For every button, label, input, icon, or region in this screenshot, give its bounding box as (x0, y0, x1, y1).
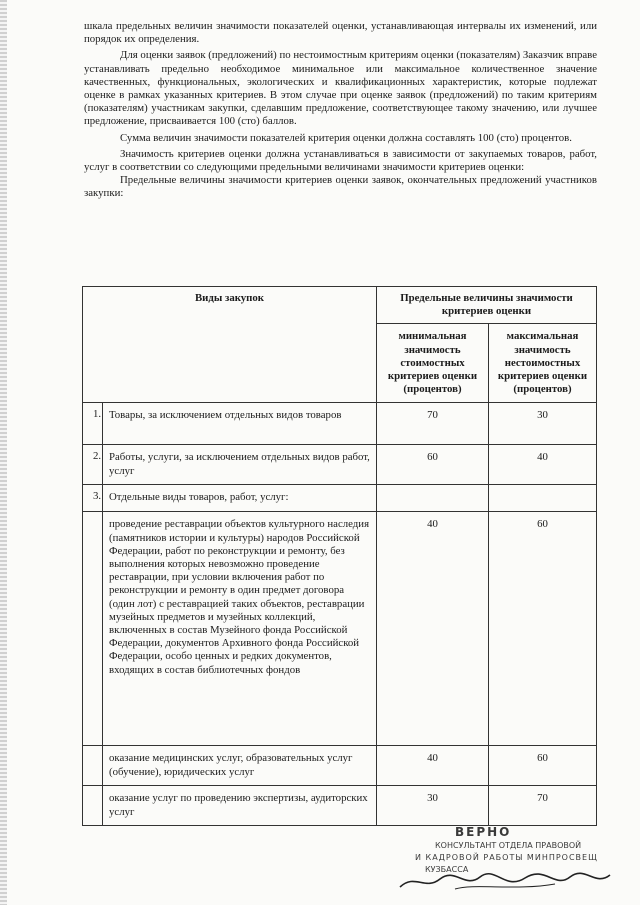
row-min-value: 40 (377, 746, 489, 786)
row-min-value: 60 (377, 445, 489, 485)
stamp-line: И КАДРОВОЙ РАБОТЫ МИНПРОСВЕЩ (415, 853, 598, 862)
row-max-value: 60 (489, 746, 597, 786)
table-row (83, 746, 597, 786)
row-description: оказание медицинских услуг, образовательных услуг (обучение), юридических услуг (103, 746, 377, 786)
document-body (84, 20, 597, 201)
row-max-value: 30 (489, 403, 597, 445)
row-min-value: 40 (377, 512, 489, 746)
header-max-significance: максимальная значимость нестоимостных критериев оценки (процентов) (489, 324, 597, 403)
row-max-value: 60 (489, 512, 597, 746)
criteria-table (82, 286, 597, 826)
signature-icon (395, 869, 615, 893)
row-max-value: 40 (489, 445, 597, 485)
row-max-value (489, 485, 597, 512)
scan-edge (0, 0, 7, 905)
row-number (83, 786, 103, 826)
row-description: оказание услуг по проведению экспертизы, аудиторских услуг (103, 786, 377, 826)
stamp-line: КОНСУЛЬТАНТ ОТДЕЛА ПРАВОВОЙ (435, 841, 582, 850)
row-number (83, 746, 103, 786)
row-description: Отдельные виды товаров, работ, услуг: (103, 485, 377, 512)
table-row (83, 445, 597, 485)
row-number: 3. (83, 485, 103, 512)
header-min-significance: минимальная значимость стоимостных критериев оценки (процентов) (377, 324, 489, 403)
row-min-value: 70 (377, 403, 489, 445)
row-number (83, 512, 103, 746)
header-procurement-types: Виды закупок (83, 287, 377, 403)
table-row (83, 403, 597, 445)
row-min-value: 30 (377, 786, 489, 826)
row-min-value (377, 485, 489, 512)
paragraph-2: Для оценки заявок (предложений) по нестоимостным критериям оценки (показателям) Заказчик вправе устанавливать предельно необходимое минимальное или максимальное количественное значение качественных, функциональных, экологических и квалификационных характеристик, которые подлежат оценке в рамках указанных критериев. В этом случае при оценке заявок (предложений) по таким критериям (показателям) участникам закупки, сделавшим предложение, соответствующее такому значению, или лучшее предложение, присваивается 100 (сто) баллов. (84, 49, 597, 128)
row-description: Товары, за исключением отдельных видов товаров (103, 403, 377, 445)
paragraph-1: шкала предельных величин значимости показателей оценки, устанавливающая интервалы их изменений, или порядок их определения. (84, 20, 597, 46)
stamp-title: ВЕРНО (455, 825, 512, 839)
certification-stamp (395, 825, 615, 895)
table-row (83, 786, 597, 826)
stamp-line: КУЗБАССА (425, 865, 469, 874)
row-description: проведение реставрации объектов культурного наследия (памятников истории и культуры) народов Российской Федерации, работ по реконструкции и ремонту, без выполнения которых невозможно проведение реставрации, при условии включения работ по реконструкции и ремонту в один предмет договора (один лот) с реставрацией таких объектов, реставрации музейных предметов и музейных коллекций, включенных в состав Музейного фонда Российской Федерации, документов Архивного фонда Российской Федерации, особо ценных и редких документов, входящих в состав библиотечных фондов (103, 512, 377, 746)
table-header-row (83, 287, 597, 324)
table-row (83, 512, 597, 746)
paragraph-3: Сумма величин значимости показателей критерия оценки должна составлять 100 (сто) процентов. (120, 131, 572, 144)
row-number: 1. (83, 403, 103, 445)
paragraph-4: Значимость критериев оценки должна устанавливаться в зависимости от закупаемых товаров, работ, услуг в соответствии со следующими предельными величинами значимости критериев оценки: (84, 147, 597, 174)
row-description: Работы, услуги, за исключением отдельных видов работ, услуг (103, 445, 377, 485)
header-criteria-limits: Предельные величины значимости критериев оценки (377, 287, 597, 324)
row-number: 2. (83, 445, 103, 485)
paragraph-5: Предельные величины значимости критериев оценки заявок, окончательных предложений участников закупки: (84, 174, 597, 200)
row-max-value: 70 (489, 786, 597, 826)
table-row (83, 485, 597, 512)
